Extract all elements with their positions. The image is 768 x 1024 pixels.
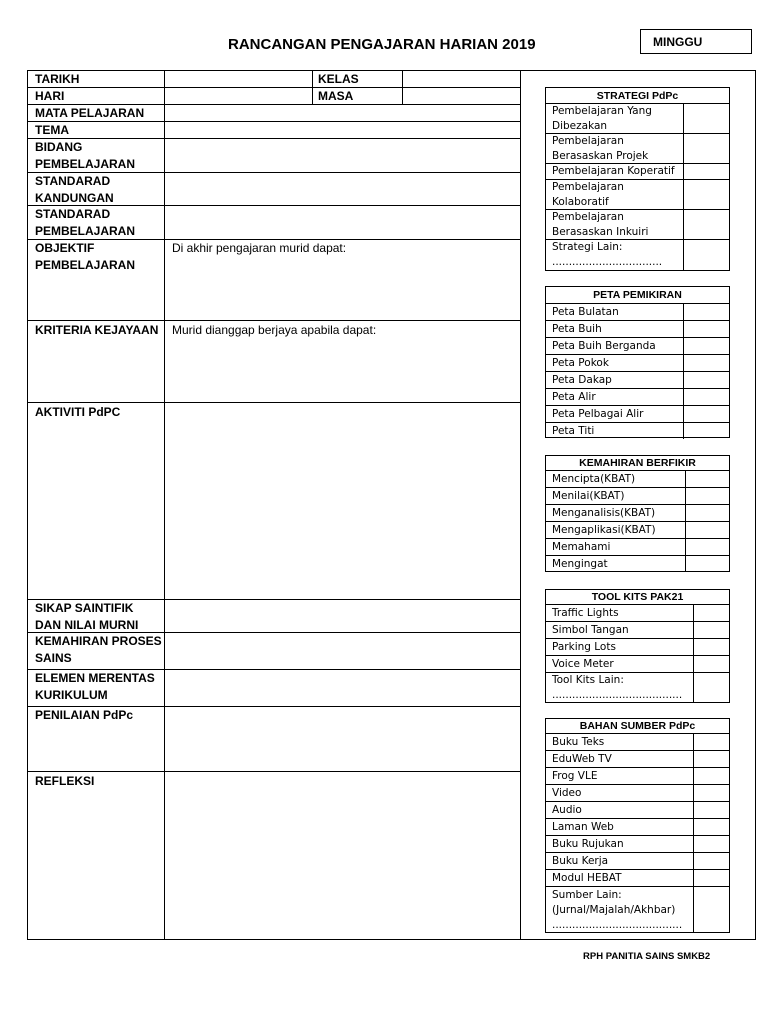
bahan-item-label: Laman Web: [546, 819, 694, 835]
label-kelas: KELAS: [318, 72, 359, 86]
peta-checkbox[interactable]: [684, 338, 729, 354]
bahan-row: [546, 870, 729, 887]
toolkits-checkbox[interactable]: [694, 622, 729, 638]
peta-checkbox[interactable]: [684, 304, 729, 320]
bahan-row: [546, 768, 729, 785]
bahan-checkbox[interactable]: [694, 887, 729, 933]
kemahiran-row: [546, 488, 729, 505]
peta-row: [546, 338, 729, 355]
strategi-row: [546, 180, 729, 210]
label-kps: KEMAHIRAN PROSES SAINS: [35, 634, 162, 665]
bahan-title: BAHAN SUMBER PdPc: [546, 719, 729, 734]
bahan-row: [546, 819, 729, 836]
peta-title: PETA PEMIKIRAN: [546, 287, 729, 304]
peta-box: [545, 286, 730, 438]
label-sikap: SIKAP SAINTIFIK DAN NILAI MURNI: [35, 601, 139, 632]
toolkits-item-label: Voice Meter: [546, 656, 694, 672]
strategi-row: [546, 210, 729, 240]
peta-item-label: Peta Buih: [546, 321, 684, 337]
bahan-row: [546, 785, 729, 802]
row-divider: [27, 771, 521, 772]
toolkits-row: [546, 639, 729, 656]
peta-checkbox[interactable]: [684, 406, 729, 422]
kemahiran-checkbox[interactable]: [686, 556, 729, 572]
peta-item-label: Peta Alir: [546, 389, 684, 405]
bahan-item-label: Frog VLE: [546, 768, 694, 784]
toolkits-checkbox[interactable]: [694, 605, 729, 621]
label-standard-pembelajaran: STANDARAD PEMBELAJARAN: [35, 207, 136, 238]
peta-row: [546, 355, 729, 372]
bahan-item-label: EduWeb TV: [546, 751, 694, 767]
bahan-row: [546, 887, 729, 933]
label-kriteria: KRITERIA KEJAYAAN: [35, 323, 159, 337]
label-bidang: BIDANG PEMBELAJARAN: [35, 140, 136, 171]
bahan-checkbox[interactable]: [694, 819, 729, 835]
peta-row: [546, 372, 729, 389]
kemahiran-row: [546, 505, 729, 522]
kemahiran-item-label: Mencipta(KBAT): [546, 471, 686, 487]
label-mata-pelajaran: MATA PELAJARAN: [35, 106, 145, 120]
label-elemen: ELEMEN MERENTAS KURIKULUM: [35, 671, 155, 702]
toolkits-checkbox[interactable]: [694, 673, 729, 703]
kemahiran-item-label: Memahami: [546, 539, 686, 555]
column-divider: [520, 70, 521, 940]
column-divider: [164, 70, 165, 940]
bahan-item-label: Modul HEBAT: [546, 870, 694, 886]
peta-row: [546, 389, 729, 406]
label-masa: MASA: [318, 89, 354, 103]
toolkits-row: [546, 622, 729, 639]
peta-checkbox[interactable]: [684, 389, 729, 405]
toolkits-row: [546, 673, 729, 703]
kemahiran-title: KEMAHIRAN BERFIKIR: [546, 456, 729, 471]
bahan-checkbox[interactable]: [694, 734, 729, 750]
strategi-checkbox[interactable]: [684, 104, 729, 133]
bahan-row: [546, 734, 729, 751]
bahan-checkbox[interactable]: [694, 870, 729, 886]
strategi-item-label: Pembelajaran Yang Dibezakan: [546, 104, 684, 133]
kemahiran-item-label: Menganalisis(KBAT): [546, 505, 686, 521]
kemahiran-checkbox[interactable]: [686, 471, 729, 487]
toolkits-item-label: Tool Kits Lain: .......................................: [546, 673, 694, 703]
bahan-row: [546, 802, 729, 819]
peta-checkbox[interactable]: [684, 423, 729, 439]
row-divider: [27, 87, 521, 88]
row-divider: [27, 320, 521, 321]
bahan-checkbox[interactable]: [694, 836, 729, 852]
toolkits-title: TOOL KITS PAK21: [546, 590, 729, 605]
kemahiran-row: [546, 471, 729, 488]
peta-item-label: Peta Buih Berganda: [546, 338, 684, 354]
bahan-item-label: Buku Rujukan: [546, 836, 694, 852]
bahan-row: [546, 836, 729, 853]
toolkits-box: [545, 589, 730, 703]
kemahiran-checkbox[interactable]: [686, 522, 729, 538]
toolkits-checkbox[interactable]: [694, 656, 729, 672]
toolkits-row: [546, 656, 729, 673]
peta-item-label: Peta Titi: [546, 423, 684, 439]
page-title: RANCANGAN PENGAJARAN HARIAN 2019: [228, 36, 536, 53]
objektif-text: Di akhir pengajaran murid dapat:: [172, 241, 347, 255]
bahan-checkbox[interactable]: [694, 802, 729, 818]
bahan-checkbox[interactable]: [694, 751, 729, 767]
peta-item-label: Peta Pelbagai Alir: [546, 406, 684, 422]
strategi-box: [545, 87, 730, 271]
label-hari: HARI: [35, 89, 65, 103]
kemahiran-box: [545, 455, 730, 572]
strategi-row: [546, 104, 729, 134]
label-tarikh: TARIKH: [35, 72, 80, 86]
peta-checkbox[interactable]: [684, 355, 729, 371]
kemahiran-row: [546, 522, 729, 539]
peta-checkbox[interactable]: [684, 372, 729, 388]
strategi-checkbox[interactable]: [684, 180, 729, 209]
label-standard-kandungan: STANDARAD KANDUNGAN: [35, 174, 114, 205]
label-penilaian: PENILAIAN PdPc: [35, 708, 134, 722]
peta-row: [546, 423, 729, 439]
row-divider: [27, 402, 521, 403]
kemahiran-item-label: Menilai(KBAT): [546, 488, 686, 504]
bahan-item-label: Video: [546, 785, 694, 801]
strategi-checkbox[interactable]: [684, 210, 729, 239]
label-objektif: OBJEKTIF PEMBELAJARAN: [35, 241, 136, 272]
peta-item-label: Peta Pokok: [546, 355, 684, 371]
bahan-item-label: Audio: [546, 802, 694, 818]
peta-row: [546, 406, 729, 423]
kemahiran-row: [546, 556, 729, 572]
week-field[interactable]: MINGGU: [640, 29, 752, 54]
label-aktiviti: AKTIVITI PdPC: [35, 405, 121, 419]
bahan-row: [546, 853, 729, 870]
strategi-item-label: Pembelajaran Berasaskan Inkuiri: [546, 210, 684, 239]
strategi-item-label: Pembelajaran Berasaskan Projek: [546, 134, 684, 163]
bahan-row: [546, 751, 729, 768]
toolkits-checkbox[interactable]: [694, 639, 729, 655]
kemahiran-checkbox[interactable]: [686, 539, 729, 555]
peta-checkbox[interactable]: [684, 321, 729, 337]
strategi-row: [546, 240, 729, 270]
peta-row: [546, 321, 729, 338]
strategi-item-label: Strategi Lain: .................................: [546, 240, 684, 270]
strategi-row: [546, 134, 729, 164]
bahan-checkbox[interactable]: [694, 768, 729, 784]
footer-text: RPH PANITIA SAINS SMKB2: [583, 951, 711, 962]
peta-row: [546, 304, 729, 321]
strategi-checkbox[interactable]: [684, 134, 729, 163]
kemahiran-item-label: Mengaplikasi(KBAT): [546, 522, 686, 538]
bahan-box: [545, 718, 730, 933]
strategi-checkbox[interactable]: [684, 240, 729, 270]
toolkits-row: [546, 605, 729, 622]
label-refleksi: REFLEKSI: [35, 774, 95, 788]
bahan-checkbox[interactable]: [694, 853, 729, 869]
strategi-checkbox[interactable]: [684, 164, 729, 179]
strategi-item-label: Pembelajaran Koperatif: [546, 164, 684, 179]
strategi-row: [546, 164, 729, 180]
toolkits-item-label: Traffic Lights: [546, 605, 694, 621]
strategi-item-label: Pembelajaran Kolaboratif: [546, 180, 684, 209]
kemahiran-item-label: Mengingat: [546, 556, 686, 572]
peta-item-label: Peta Bulatan: [546, 304, 684, 320]
bahan-checkbox[interactable]: [694, 785, 729, 801]
bahan-item-label: Buku Teks: [546, 734, 694, 750]
kriteria-text: Murid dianggap berjaya apabila dapat:: [172, 323, 377, 337]
bahan-item-label: Buku Kerja: [546, 853, 694, 869]
bahan-item-label: Sumber Lain: (Jurnal/Majalah/Akhbar) .......................................: [546, 887, 694, 933]
toolkits-item-label: Simbol Tangan: [546, 622, 694, 638]
label-tema: TEMA: [35, 123, 69, 137]
kemahiran-checkbox[interactable]: [686, 505, 729, 521]
toolkits-item-label: Parking Lots: [546, 639, 694, 655]
strategi-title: STRATEGI PdPc: [546, 88, 729, 104]
kemahiran-row: [546, 539, 729, 556]
kemahiran-checkbox[interactable]: [686, 488, 729, 504]
peta-item-label: Peta Dakap: [546, 372, 684, 388]
